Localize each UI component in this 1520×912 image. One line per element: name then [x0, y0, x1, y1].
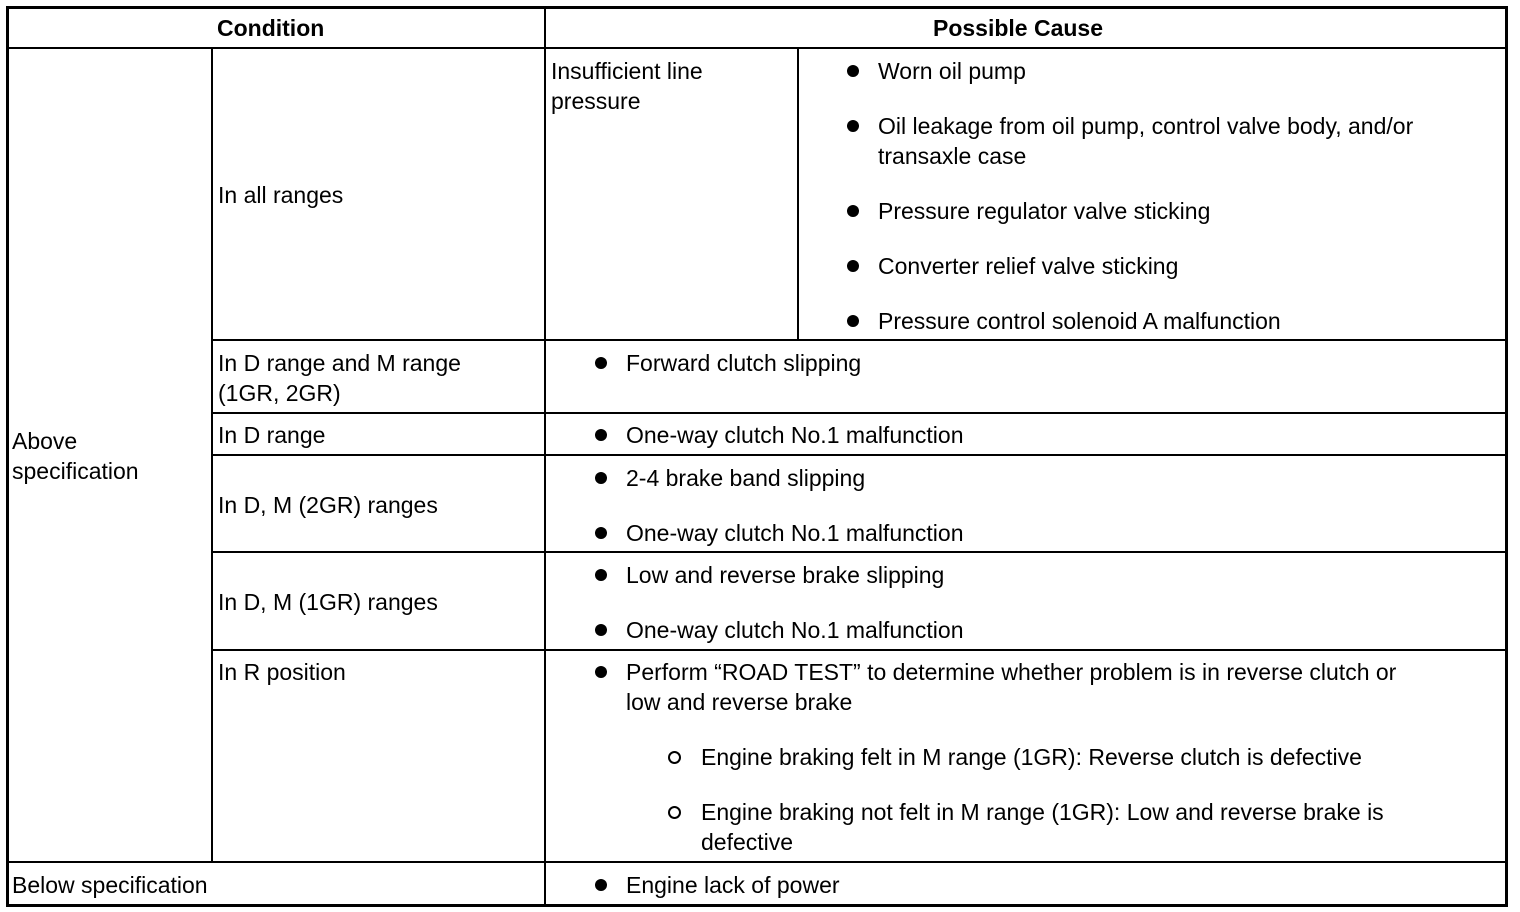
- condition-d-m-range-line1: In D range and M range: [218, 350, 461, 376]
- cause-item: Perform “ROAD TEST” to determine whether problem is in reverse clutch or: [626, 659, 1397, 685]
- cause-sub-item-continuation: defective: [701, 829, 794, 855]
- cause-item: Worn oil pump: [878, 58, 1026, 84]
- table-border-top: [6, 6, 1508, 9]
- bullet-icon: [595, 624, 607, 636]
- table-border-left: [6, 6, 9, 907]
- divider-row-5: [211, 649, 1508, 651]
- below-spec-label: Below specification: [12, 872, 208, 898]
- table-border-right: [1505, 6, 1508, 907]
- condition-d-m-1gr: In D, M (1GR) ranges: [218, 589, 438, 615]
- table-border-bottom: [6, 904, 1508, 907]
- bullet-icon: [595, 357, 607, 369]
- cause-item: Pressure control solenoid A malfunction: [878, 308, 1281, 334]
- bullet-icon: [595, 472, 607, 484]
- bullet-icon: [595, 527, 607, 539]
- divider-row-4: [211, 551, 1508, 553]
- divider-cause-sub: [797, 48, 799, 340]
- condition-d-range: In D range: [218, 422, 326, 448]
- cause-item: Oil leakage from oil pump, control valve body, and/or: [878, 113, 1414, 139]
- above-spec-label-line1: Above: [12, 428, 78, 454]
- bullet-icon: [847, 120, 859, 132]
- bullet-icon: [595, 569, 607, 581]
- cause-insufficient-line-pressure-line1: Insufficient line: [551, 58, 703, 84]
- divider-row-2: [211, 412, 1508, 414]
- cause-item: One-way clutch No.1 malfunction: [626, 617, 964, 643]
- cause-item: One-way clutch No.1 malfunction: [626, 422, 964, 448]
- cause-insufficient-line-pressure-line2: pressure: [551, 88, 641, 114]
- bullet-icon: [847, 315, 859, 327]
- cause-sub-item: Engine braking felt in M range (1GR): Reverse clutch is defective: [701, 744, 1362, 770]
- divider-row-1: [211, 339, 1508, 341]
- condition-d-m-range-line2: (1GR, 2GR): [218, 380, 341, 406]
- condition-all-ranges: In all ranges: [218, 182, 344, 208]
- cause-item: Engine lack of power: [626, 872, 840, 898]
- cause-item-continuation: low and reverse brake: [626, 689, 853, 715]
- cause-item: 2-4 brake band slipping: [626, 465, 866, 491]
- bullet-icon: [595, 666, 607, 678]
- bullet-icon: [847, 260, 859, 272]
- cause-sub-item: Engine braking not felt in M range (1GR): Low and reverse brake is: [701, 799, 1384, 825]
- sub-bullet-icon: [668, 806, 681, 819]
- cause-item-continuation: transaxle case: [878, 143, 1027, 169]
- cause-item: Pressure regulator valve sticking: [878, 198, 1211, 224]
- condition-d-m-2gr: In D, M (2GR) ranges: [218, 492, 438, 518]
- cause-item: Forward clutch slipping: [626, 350, 862, 376]
- header-condition: Condition: [217, 15, 325, 41]
- condition-r-position: In R position: [218, 659, 346, 685]
- divider-row-6: [6, 861, 1508, 863]
- bullet-icon: [595, 879, 607, 891]
- divider-row-3: [211, 454, 1508, 456]
- above-spec-label-line2: specification: [12, 458, 139, 484]
- divider-header: [6, 47, 1508, 49]
- divider-condition-cause: [544, 6, 546, 907]
- sub-bullet-icon: [668, 751, 681, 764]
- bullet-icon: [847, 65, 859, 77]
- header-possible-cause: Possible Cause: [933, 15, 1104, 41]
- cause-item: Low and reverse brake slipping: [626, 562, 945, 588]
- bullet-icon: [847, 205, 859, 217]
- cause-item: One-way clutch No.1 malfunction: [626, 520, 964, 546]
- bullet-icon: [595, 429, 607, 441]
- cause-item: Converter relief valve sticking: [878, 253, 1179, 279]
